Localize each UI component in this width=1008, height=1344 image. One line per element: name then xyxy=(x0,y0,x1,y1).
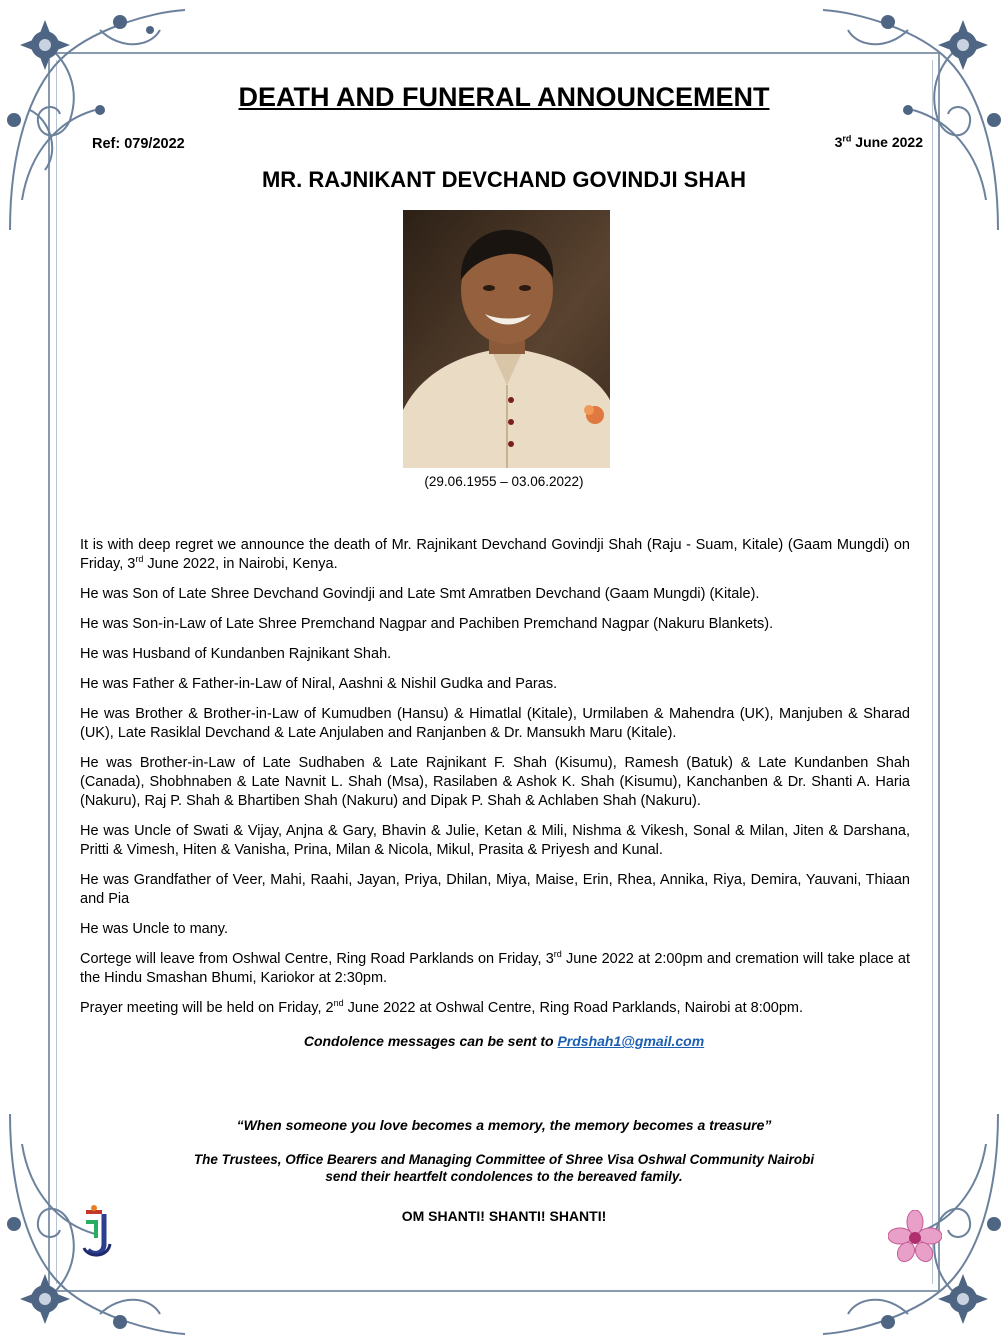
paragraph-brother: He was Brother & Brother-in-Law of Kumudben (Hansu) & Himatlal (Kitale), Urmilaben & Mahendra (UK), Manjuben & Sharad (UK), Late Rasiklal Devchand & Late Anjulaben and Ranjanben & Dr. Mansukh Maru (Kitale). xyxy=(80,706,910,741)
portrait-photo xyxy=(403,210,610,468)
announcement-body xyxy=(80,536,910,1029)
om-shanti: OM SHANTI! SHANTI! SHANTI! xyxy=(401,1208,607,1224)
frame-inner-right xyxy=(932,60,933,1284)
paragraph-father: He was Father & Father-in-Law of Niral, Aashni & Nishil Gudka and Paras. xyxy=(80,676,558,692)
life-dates: (29.06.1955 – 03.06.2022) xyxy=(424,474,584,489)
community-logo-icon xyxy=(80,1204,116,1260)
corner-ornament-top-left xyxy=(0,0,190,240)
condolence-line: Condolence messages can be sent to Prdshah1@gmail.com xyxy=(303,1033,705,1049)
frame-inner-left xyxy=(56,60,57,1284)
paragraph-grandfather: He was Grandfather of Veer, Mahi, Raahi, Jayan, Priya, Dhilan, Miya, Maise, Erin, Rhea, Annika, Riya, Demira, Yauvani, Thiaan and Pia xyxy=(80,872,910,907)
paragraph-brother-in-law: He was Brother-in-Law of Late Sudhaben & Late Rajnikant F. Shah (Kisumu), Ramesh (Batuk) & Late Kundanben Shah (Canada), Shobhnaben & Late Navnit L. Shah (Msa), Rasilaben & Ashok K. Shah (Kisumu), Kanchanben & Dr. Shanti A. Haria (Nakuru), Raj P. Shah & Bhartiben Shah (Nakuru) and Dipak P. Shah & Achlaben Shah (Nakuru). xyxy=(80,755,910,809)
paragraph-husband: He was Husband of Kundanben Rajnikant Shah. xyxy=(80,646,392,662)
paragraph-prayer-meeting: Prayer meeting will be held on Friday, 2nd June 2022 at Oshwal Centre, Ring Road Parklands, Nairobi at 8:00pm. xyxy=(80,998,804,1016)
paragraph-son-in-law: He was Son-in-Law of Late Shree Premchand Nagpar and Pachiben Premchand Nagpar (Nakuru Blankets). xyxy=(80,616,774,632)
paragraph-uncle: He was Uncle of Swati & Vijay, Anjna & Gary, Bhavin & Julie, Ketan & Mili, Nishma & Vikesh, Sonal & Milan, Jiten & Darshana, Pritti & Vimesh, Hiten & Vanisha, Prina, Milan & Nicola, Mikul, Prasita & Priyesh and Kunal. xyxy=(80,823,910,858)
corner-ornament-top-right xyxy=(818,0,1008,240)
trustees-condolence: The Trustees, Office Bearers and Managing Committee of Shree Visa Oshwal Community Nairobi send their heartfelt condolences to the bereaved family. xyxy=(193,1152,815,1184)
announcement-title: DEATH AND FUNERAL ANNOUNCEMENT xyxy=(238,82,770,112)
deceased-name: MR. RAJNIKANT DEVCHAND GOVINDJI SHAH xyxy=(261,167,747,192)
announcement-date: 3rd June 2022 xyxy=(834,133,923,150)
paragraph-death-notice: It is with deep regret we announce the death of Mr. Rajnikant Devchand Govindji Shah (Raju - Suam, Kitale) (Gaam Mungdi) on Friday, 3rd June 2022, in Nairobi, Kenya. xyxy=(80,537,910,572)
paragraph-cortege: Cortege will leave from Oshwal Centre, Ring Road Parklands on Friday, 3rd June 2022 at 2:00pm and cremation will take place at the Hindu Smashan Bhumi, Kariokor at 2:30pm. xyxy=(80,949,910,986)
orchid-flower-icon xyxy=(888,1210,942,1264)
memorial-quote: “When someone you love becomes a memory, the memory becomes a treasure” xyxy=(236,1117,772,1133)
paragraph-son-of: He was Son of Late Shree Devchand Govindji and Late Smt Amratben Devchand (Gaam Mungdi) (Kitale). xyxy=(80,586,760,602)
reference-number: Ref: 079/2022 xyxy=(92,136,185,152)
condolence-email-link[interactable]: Prdshah1@gmail.com xyxy=(557,1033,705,1049)
paragraph-uncle-to-many: He was Uncle to many. xyxy=(80,921,229,937)
